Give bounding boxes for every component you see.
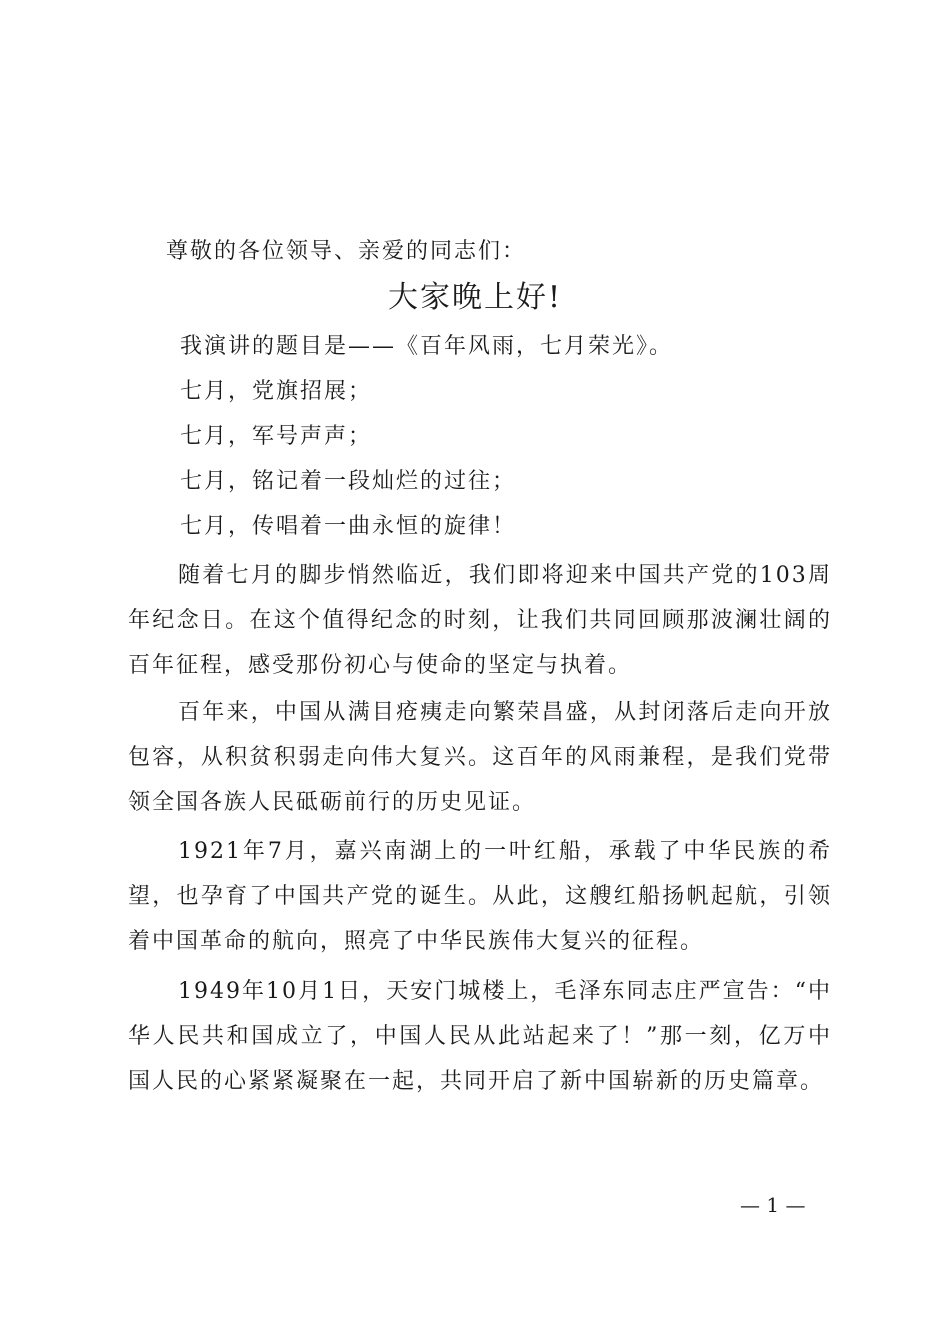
greeting-heading: 大家晚上好! [387,280,563,315]
body-paragraph: 百年来，中国从满目疮痍走向繁荣昌盛，从封闭落后走向开放包容，从积贫积弱走向伟大复兴。这百年的风雨兼程，是我们党带领全国各族人民砥砺前行的历史见证。 [128,700,832,815]
speech-title-line: 我演讲的题目是——《百年风雨，七月荣光》。 [180,334,674,359]
page-number: — 1 — [740,1193,806,1217]
intro-line: 七月，军号声声； [180,424,373,449]
salutation: 尊敬的各位领导、亲爱的同志们： [166,239,527,264]
intro-line: 七月，党旗招展； [180,379,373,404]
body-paragraph: 随着七月的脚步悄然临近，我们即将迎来中国共产党的103周年纪念日。在这个值得纪念的时刻，让我们共同回顾那波澜壮阔的百年征程，感受那份初心与使命的坚定与执着。 [128,563,832,678]
intro-line: 七月，传唱着一曲永恒的旋律！ [180,514,517,539]
intro-line: 七月，铭记着一段灿烂的过往； [180,469,517,494]
body-paragraph: 1949年10月1日，天安门城楼上，毛泽东同志庄严宣告：“中华人民共和国成立了，中国人民从此站起来了！”那一刻，亿万中国人民的心紧紧凝聚在一起，共同开启了新中国崭新的历史篇章。 [128,979,832,1094]
body-paragraph: 1921年7月，嘉兴南湖上的一叶红船，承载了中华民族的希望，也孕育了中国共产党的诞生。从此，这艘红船扬帆起航，引领着中国革命的航向，照亮了中华民族伟大复兴的征程。 [128,839,832,954]
